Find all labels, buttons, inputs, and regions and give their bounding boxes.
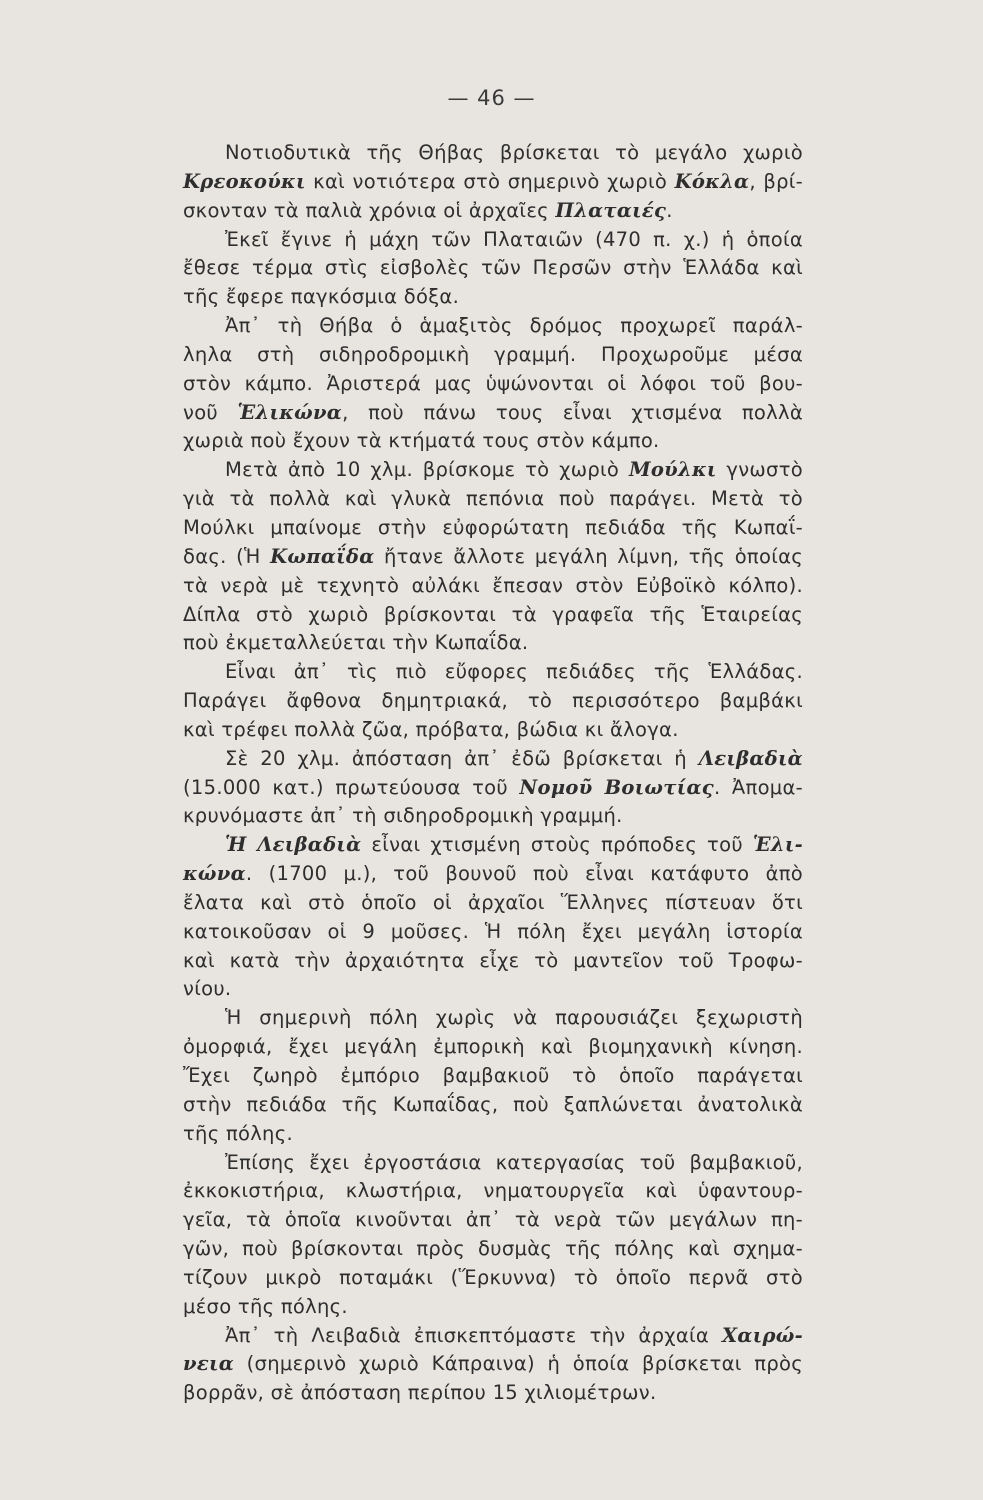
text-line: [183, 543, 803, 572]
text-run: νίου.: [183, 977, 232, 1001]
text-line: [183, 139, 803, 168]
text-line: [183, 1264, 803, 1293]
text-run: Ἐκεῖ ἔγινε ἡ μάχη τῶν Πλαταιῶν (470 π. χ.) ἡ ὁποία: [225, 227, 803, 251]
text-run: , βρί-: [749, 169, 803, 193]
text-run: εἶναι χτισμένη στοὺς πρόποδες τοῦ: [361, 833, 753, 857]
text-line: [183, 601, 803, 630]
text-line: [183, 831, 803, 860]
emphasized-place-name: Κωπαΐδα: [270, 544, 375, 568]
text-line: [183, 1350, 803, 1379]
text-line: [183, 1177, 803, 1206]
emphasized-place-name: Λειβαδιὰ: [698, 746, 803, 770]
text-run: Μετὰ ἀπὸ 10 χλμ. βρίσκομε τὸ χωριὸ: [225, 458, 629, 482]
text-line: [183, 1062, 803, 1091]
text-run: Σὲ 20 χλμ. ἀπόσταση ἀπ᾿ ἐδῶ βρίσκεται ἡ: [225, 746, 699, 770]
emphasized-place-name: νεια: [183, 1352, 235, 1376]
text-line: [183, 226, 803, 255]
text-line: [183, 197, 803, 226]
emphasized-place-name: κώνα: [183, 862, 246, 886]
text-line: [183, 485, 803, 514]
text-line: [183, 341, 803, 370]
emphasized-place-name: Πλαταιές: [555, 198, 667, 222]
text-run: γνωστὸ: [716, 458, 803, 482]
emphasized-place-name: Νομοῦ Βοιωτίας: [519, 775, 714, 799]
text-run: Εἶναι ἀπ᾿ τὶς πιὸ εὔφορες πεδιάδες τῆς Ἑλλάδας.: [225, 660, 803, 684]
text-line: [183, 629, 803, 658]
text-run: βορρᾶν, σὲ ἀπόσταση περίπου 15 χιλιομέτρων.: [183, 1381, 657, 1405]
text-run: γῶν, ποὺ βρίσκονται πρὸς δυσμὰς τῆς πόλης καὶ σχημα-: [183, 1237, 803, 1261]
emphasized-place-name: Κρεοκούκι: [183, 169, 306, 193]
text-run: νοῦ: [183, 400, 238, 424]
text-run: γεῖα, τὰ ὁποῖα κινοῦνται ἀπ᾿ τὰ νερὰ τῶν μεγάλων πη-: [183, 1208, 803, 1232]
emphasized-place-name: Κόκλα: [674, 169, 750, 193]
text-line: [183, 1004, 803, 1033]
text-line: [183, 1322, 803, 1351]
text-line: [183, 456, 803, 485]
text-line: [183, 745, 803, 774]
text-run: τὰ νερὰ μὲ τεχνητὸ αὐλάκι ἔπεσαν στὸν Εὐβοϊκὸ κόλπο).: [183, 573, 803, 597]
text-run: τίζουν μικρὸ ποταμάκι (Ἕρκυννα) τὸ ὁποῖο περνᾶ στὸ: [183, 1265, 803, 1289]
text-line: [183, 1033, 803, 1062]
text-run: ποὺ ἐκμεταλλεύεται τὴν Κωπαΐδα.: [183, 631, 529, 655]
text-run: ἤτανε ἄλλοτε μεγάλη λίμνη, τῆς ὁποίας: [374, 544, 803, 568]
text-run: τῆς πόλης.: [183, 1121, 293, 1145]
text-run: Ἡ σημερινὴ πόλη χωρὶς νὰ παρουσιάζει ξεχωριστὴ: [225, 1006, 803, 1030]
text-run: μέσο τῆς πόλης.: [183, 1294, 348, 1318]
text-run: τῆς ἔφερε παγκόσμια δόξα.: [183, 285, 460, 309]
text-line: [183, 975, 803, 1004]
emphasized-place-name: Χαιρώ-: [722, 1323, 803, 1347]
emphasized-place-name: Ἡ Λειβαδιὰ: [225, 833, 362, 857]
text-run: , ποὺ πάνω τους εἶναι χτισμένα πολλὰ: [342, 400, 803, 424]
text-line: [183, 918, 803, 947]
text-line: [183, 802, 803, 831]
text-run: ἐκκοκιστήρια, κλωστήρια, νηματουργεῖα καὶ ὑφαντουρ-: [183, 1179, 803, 1203]
emphasized-place-name: Ἑλι-: [752, 833, 803, 857]
text-run: (σημερινὸ χωριὸ Κάπραινα) ἡ ὁποία βρίσκεται πρὸς: [234, 1352, 803, 1376]
text-line: [183, 254, 803, 283]
text-line: [183, 1293, 803, 1322]
text-line: [183, 889, 803, 918]
text-line: [183, 1235, 803, 1264]
text-run: ἔθεσε τέρμα στὶς εἰσβολὲς τῶν Περσῶν στὴν Ἑλλάδα καὶ: [183, 256, 803, 280]
text-line: [183, 658, 803, 687]
text-line: [183, 427, 803, 456]
text-run: καὶ νοτιότερα στὸ σημερινὸ χωριὸ: [305, 169, 675, 193]
text-run: Ἐπίσης ἔχει ἐργοστάσια κατεργασίας τοῦ βαμβακιοῦ,: [225, 1150, 803, 1174]
text-line: [183, 514, 803, 543]
text-line: [183, 370, 803, 399]
text-run: στὴν πεδιάδα τῆς Κωπαΐδας, ποὺ ξαπλώνεται ἀνατολικὰ: [183, 1092, 803, 1116]
text-run: ληλα στὴ σιδηροδρομικὴ γραμμή. Προχωροῦμε μέσα: [183, 342, 803, 366]
text-line: [183, 1120, 803, 1149]
text-run: στὸν κάμπο. Ἀριστερά μας ὑψώνονται οἱ λόφοι τοῦ βου-: [183, 371, 803, 395]
text-line: [183, 860, 803, 889]
text-line: [183, 283, 803, 312]
text-line: [183, 312, 803, 341]
text-line: [183, 399, 803, 428]
text-run: καὶ κατὰ τὴν ἀρχαιότητα εἶχε τὸ μαντεῖον τοῦ Τροφω-: [183, 948, 803, 972]
text-run: χωριὰ ποὺ ἔχουν τὰ κτήματά τους στὸν κάμπο.: [183, 429, 660, 453]
text-run: ἔλατα καὶ στὸ ὁποῖο οἱ ἀρχαῖοι Ἕλληνες πίστευαν ὅτι: [183, 890, 803, 914]
text-run: Ἀπ᾿ τὴ Λειβαδιὰ ἐπισκεπτόμαστε τὴν ἀρχαία: [225, 1323, 722, 1347]
emphasized-place-name: Ἑλικώνα: [237, 400, 343, 424]
text-line: [183, 687, 803, 716]
text-run: Ἔχει ζωηρὸ ἐμπόριο βαμβακιοῦ τὸ ὁποῖο παράγεται: [183, 1064, 803, 1087]
text-line: [183, 774, 803, 803]
text-run: Δίπλα στὸ χωριὸ βρίσκονται τὰ γραφεῖα τῆς Ἑταιρείας: [183, 602, 803, 626]
text-run: . Ἀπομα-: [713, 775, 803, 799]
text-run: καὶ τρέφει πολλὰ ζῶα, πρόβατα, βώδια κι ἄλογα.: [183, 717, 679, 741]
text-line: [183, 947, 803, 976]
text-run: (15.000 κατ.) πρωτεύουσα τοῦ: [183, 775, 520, 799]
text-line: [183, 1149, 803, 1178]
text-run: .: [666, 198, 673, 222]
text-line: [183, 1091, 803, 1120]
text-run: κρυνόμαστε ἀπ᾿ τὴ σιδηροδρομικὴ γραμμή.: [183, 804, 623, 828]
page-number: — 46 —: [447, 86, 536, 110]
text-line: [183, 716, 803, 745]
text-line: [183, 168, 803, 197]
text-run: . (1700 μ.), τοῦ βουνοῦ ποὺ εἶναι κατάφυτο ἀπὸ: [245, 862, 803, 886]
emphasized-place-name: Μούλκι: [628, 458, 717, 482]
body-text: [183, 139, 803, 1408]
text-run: ὀμορφιά, ἔχει μεγάλη ἐμπορικὴ καὶ βιομηχανικὴ κίνηση.: [183, 1035, 803, 1059]
text-run: κατοικοῦσαν οἱ 9 μοῦσες. Ἡ πόλη ἔχει μεγάλη ἱστορία: [183, 919, 803, 943]
text-run: δας. (Ἡ: [183, 544, 271, 568]
text-run: Ἀπ᾿ τὴ Θήβα ὁ ἁμαξιτὸς δρόμος προχωρεῖ παράλ-: [225, 314, 803, 338]
text-line: [183, 1379, 803, 1408]
text-run: Νοτιοδυτικὰ τῆς Θήβας βρίσκεται τὸ μεγάλο χωριὸ: [225, 141, 803, 164]
text-line: [183, 572, 803, 601]
text-run: σκονταν τὰ παλιὰ χρόνια οἱ ἀρχαῖες: [183, 198, 556, 222]
text-line: [183, 1206, 803, 1235]
text-run: γιὰ τὰ πολλὰ καὶ γλυκὰ πεπόνια ποὺ παράγει. Μετὰ τὸ: [183, 487, 803, 511]
text-run: Μούλκι μπαίνομε στὴν εὐφορώτατη πεδιάδα τῆς Κωπαΐ-: [183, 515, 803, 539]
text-run: Παράγει ἄφθονα δημητριακά, τὸ περισσότερο βαμβάκι: [183, 689, 803, 713]
